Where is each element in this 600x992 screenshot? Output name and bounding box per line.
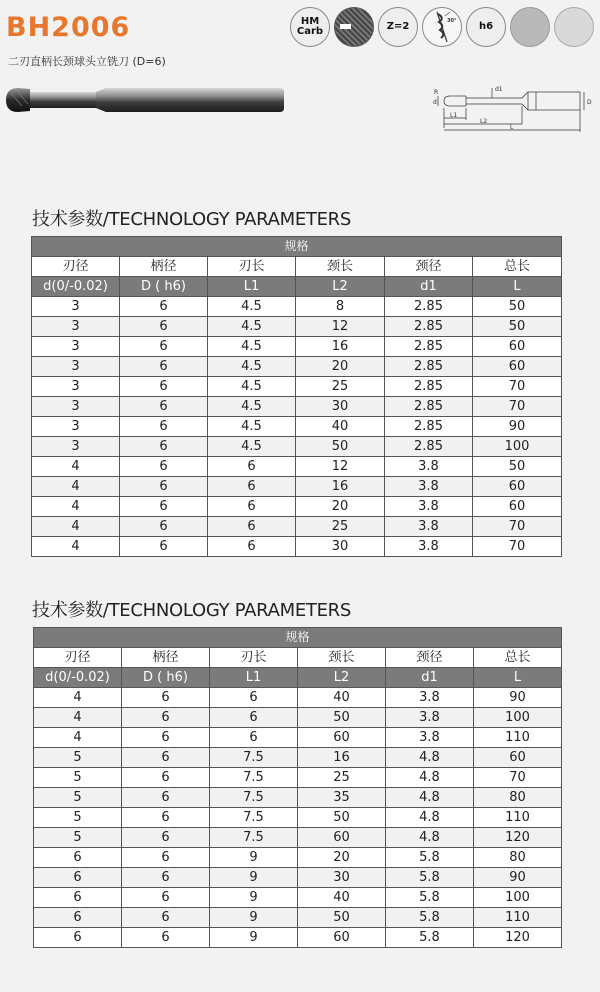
table-row: [34, 788, 562, 808]
table-cell: 4.5: [208, 317, 296, 337]
table-cell: 40: [298, 888, 386, 908]
table-cell: 3.8: [385, 497, 473, 517]
column-header: 总长: [474, 648, 562, 668]
table-cell: 5: [34, 788, 122, 808]
table-cell: 110: [474, 728, 562, 748]
table-cell: 6: [120, 317, 208, 337]
table-row: [34, 768, 562, 788]
table-cell: 110: [474, 908, 562, 928]
table-cell: 6: [120, 417, 208, 437]
table-row: [34, 848, 562, 868]
table-cell: 12: [296, 317, 385, 337]
table-cell: 4: [34, 688, 122, 708]
table-cell: 16: [298, 748, 386, 768]
table-cell: 8: [296, 297, 385, 317]
svg-text:d: d: [433, 99, 437, 106]
table-cell: 3: [32, 317, 120, 337]
column-header: 刃径: [34, 648, 122, 668]
table-cell: 7.5: [210, 808, 298, 828]
table-row: [32, 397, 562, 417]
table-cell: 5.8: [386, 848, 474, 868]
table-cell: 6: [120, 497, 208, 517]
coating-badge: [334, 7, 374, 47]
table-cell: 12: [296, 457, 385, 477]
table-cell: 6: [120, 517, 208, 537]
column-symbol: d(0/-0.02): [34, 668, 122, 688]
table-cell: 6: [120, 397, 208, 417]
tool-dimension-drawing: [432, 78, 598, 136]
table-cell: 3.8: [385, 477, 473, 497]
table-cell: 4: [34, 728, 122, 748]
table-cell: 3.8: [385, 517, 473, 537]
table-cell: 5.8: [386, 888, 474, 908]
table-cell: 5: [34, 828, 122, 848]
table-cell: 2.85: [385, 317, 473, 337]
table-row: [32, 537, 562, 557]
table-cell: 6: [120, 377, 208, 397]
table-row: [34, 688, 562, 708]
table-cell: 4: [32, 457, 120, 477]
table-cell: 3: [32, 397, 120, 417]
table-row: [34, 708, 562, 728]
column-symbol: L1: [208, 277, 296, 297]
table-row: [32, 297, 562, 317]
table-cell: 6: [120, 297, 208, 317]
table-cell: 9: [210, 888, 298, 908]
table-cell: 16: [296, 337, 385, 357]
table-cell: 3.8: [385, 457, 473, 477]
table-cell: 2.85: [385, 397, 473, 417]
table-cell: 80: [474, 788, 562, 808]
table-cell: 3: [32, 297, 120, 317]
table-cell: 4.5: [208, 397, 296, 417]
table-cell: 40: [296, 417, 385, 437]
table-row: [32, 517, 562, 537]
table-cell: 3.8: [386, 728, 474, 748]
table-cell: 120: [474, 928, 562, 948]
table-row: [32, 457, 562, 477]
table-row: [32, 317, 562, 337]
table-cell: 100: [474, 708, 562, 728]
table-cell: 5.8: [386, 868, 474, 888]
table-cell: 2.85: [385, 297, 473, 317]
table-cell: 5: [34, 808, 122, 828]
table-cell: 6: [208, 497, 296, 517]
column-header: 柄径: [120, 257, 208, 277]
table-row: [32, 337, 562, 357]
table-cell: 30: [298, 868, 386, 888]
product-subtitle: 二刃直柄长颈球头立铣刀 (D=6): [8, 55, 166, 68]
column-symbol: L2: [296, 277, 385, 297]
table-cell: 50: [473, 297, 562, 317]
table-cell: 4.8: [386, 808, 474, 828]
table-row: [32, 417, 562, 437]
feature-badges: [290, 7, 594, 47]
table-cell: 4: [32, 477, 120, 497]
table-cell: 4: [32, 517, 120, 537]
table-cell: 6: [34, 908, 122, 928]
table-row: [34, 908, 562, 928]
table-cell: 4.5: [208, 437, 296, 457]
table-cell: 35: [298, 788, 386, 808]
column-symbol: L: [474, 668, 562, 688]
column-symbol: L2: [298, 668, 386, 688]
table-row: [34, 728, 562, 748]
table-cell: 6: [34, 848, 122, 868]
table-cell: 6: [210, 688, 298, 708]
table-cell: 2.85: [385, 357, 473, 377]
column-symbol: D ( h6): [120, 277, 208, 297]
table-cell: 30: [296, 397, 385, 417]
table-cell: 50: [298, 908, 386, 928]
table-cell: 50: [298, 808, 386, 828]
table-cell: 60: [473, 497, 562, 517]
table-cell: 3: [32, 437, 120, 457]
table-cell: 16: [296, 477, 385, 497]
table-cell: 7.5: [210, 748, 298, 768]
table-cell: 120: [474, 828, 562, 848]
table-cell: 6: [122, 788, 210, 808]
column-header: 颈径: [386, 648, 474, 668]
table-cell: 70: [473, 537, 562, 557]
table-cell: 7.5: [210, 828, 298, 848]
table-cell: 6: [122, 768, 210, 788]
table-cell: 60: [473, 337, 562, 357]
table-cell: 7.5: [210, 788, 298, 808]
table-cell: 6: [122, 928, 210, 948]
table-cell: 90: [474, 868, 562, 888]
table-cell: 60: [473, 357, 562, 377]
table-cell: 70: [473, 397, 562, 417]
svg-text:d1: d1: [495, 86, 503, 93]
table-cell: 4.5: [208, 337, 296, 357]
column-symbol: d(0/-0.02): [32, 277, 120, 297]
table-cell: 2.85: [385, 417, 473, 437]
table-cell: 2.85: [385, 377, 473, 397]
section-title-2: 技术参数/TECHNOLOGY PARAMETERS: [32, 600, 352, 621]
table-cell: 6: [120, 477, 208, 497]
column-header: 颈长: [298, 648, 386, 668]
table-cell: 6: [122, 828, 210, 848]
column-header: 柄径: [122, 648, 210, 668]
table-cell: 100: [473, 437, 562, 457]
table-cell: 6: [208, 457, 296, 477]
table-cell: 50: [296, 437, 385, 457]
table-cell: 6: [120, 337, 208, 357]
tool-image: [4, 82, 286, 118]
column-symbol: D ( h6): [122, 668, 210, 688]
column-header: 刃径: [32, 257, 120, 277]
table-row: [34, 888, 562, 908]
table-cell: 9: [210, 848, 298, 868]
column-header: 总长: [473, 257, 562, 277]
column-symbol: d1: [385, 277, 473, 297]
column-header: 颈长: [296, 257, 385, 277]
table-row: [34, 808, 562, 828]
table-cell: 20: [298, 848, 386, 868]
table-cell: 100: [474, 888, 562, 908]
table-cell: 6: [122, 808, 210, 828]
table-cell: 25: [296, 377, 385, 397]
table-cell: 5: [34, 768, 122, 788]
table-cell: 25: [298, 768, 386, 788]
table-cell: 6: [208, 537, 296, 557]
table-cell: 5: [34, 748, 122, 768]
table-cell: 6: [34, 888, 122, 908]
table-cell: 4.5: [208, 377, 296, 397]
svg-text:D: D: [587, 99, 592, 106]
table-cell: 6: [210, 708, 298, 728]
table-cell: 30: [296, 537, 385, 557]
table-cell: 20: [296, 357, 385, 377]
flutes-badge: Z=2: [378, 7, 418, 47]
table-row: [32, 497, 562, 517]
column-header: 刃长: [208, 257, 296, 277]
svg-text:L: L: [510, 124, 514, 131]
column-symbol: d1: [386, 668, 474, 688]
column-header: 刃长: [210, 648, 298, 668]
table-cell: 6: [122, 728, 210, 748]
table-cell: 7.5: [210, 768, 298, 788]
light-gray-badge: [554, 7, 594, 47]
table-cell: 70: [473, 517, 562, 537]
table-cell: 6: [122, 688, 210, 708]
table-cell: 6: [208, 477, 296, 497]
table-cell: 90: [473, 417, 562, 437]
svg-text:R: R: [434, 89, 439, 96]
table-cell: 6: [34, 928, 122, 948]
parameters-table-1: [31, 236, 562, 557]
table-row: [34, 828, 562, 848]
table-row: [32, 377, 562, 397]
table-cell: 40: [298, 688, 386, 708]
table-cell: 6: [122, 888, 210, 908]
table-cell: 70: [473, 377, 562, 397]
table-cell: 60: [298, 828, 386, 848]
table-cell: 4.5: [208, 417, 296, 437]
table-cell: 4: [32, 497, 120, 517]
table-cell: 50: [473, 317, 562, 337]
table-cell: 60: [298, 928, 386, 948]
table-cell: 3: [32, 357, 120, 377]
table-row: [34, 928, 562, 948]
section-title-1: 技术参数/TECHNOLOGY PARAMETERS: [32, 209, 352, 230]
helix-angle-badge: [422, 7, 462, 47]
table-cell: 70: [474, 768, 562, 788]
carbide-badge: HM Carb: [290, 7, 330, 47]
table-cell: 6: [122, 848, 210, 868]
table-caption: 规格: [32, 237, 562, 257]
parameters-table-2: [33, 627, 562, 948]
table-cell: 9: [210, 868, 298, 888]
table-row: [32, 477, 562, 497]
tolerance-badge: h6: [466, 7, 506, 47]
table-cell: 60: [473, 477, 562, 497]
table-cell: 80: [474, 848, 562, 868]
table-cell: 6: [120, 437, 208, 457]
column-header: 颈径: [385, 257, 473, 277]
svg-text:L2: L2: [480, 118, 488, 125]
table-cell: 3.8: [385, 537, 473, 557]
gray-badge: [510, 7, 550, 47]
table-cell: 4: [32, 537, 120, 557]
table-cell: 90: [474, 688, 562, 708]
column-symbol: L1: [210, 668, 298, 688]
table-cell: 6: [120, 357, 208, 377]
column-symbol: L: [473, 277, 562, 297]
helix-icon: [423, 8, 461, 46]
table-cell: 60: [298, 728, 386, 748]
table-cell: 25: [296, 517, 385, 537]
table-cell: 50: [473, 457, 562, 477]
table-cell: 6: [120, 537, 208, 557]
table-cell: 3.8: [386, 708, 474, 728]
table-cell: 4.8: [386, 828, 474, 848]
table-cell: 2.85: [385, 437, 473, 457]
table-row: [32, 357, 562, 377]
table-cell: 3.8: [386, 688, 474, 708]
table-cell: 4.5: [208, 297, 296, 317]
table-cell: 4: [34, 708, 122, 728]
table-row: [32, 437, 562, 457]
table-cell: 2.85: [385, 337, 473, 357]
table-cell: 50: [298, 708, 386, 728]
product-model: BH2006: [6, 12, 131, 43]
table-caption: 规格: [34, 628, 562, 648]
table-cell: 5.8: [386, 908, 474, 928]
table-cell: 6: [122, 748, 210, 768]
table-cell: 9: [210, 928, 298, 948]
table-cell: 6: [210, 728, 298, 748]
table-cell: 3: [32, 337, 120, 357]
table-cell: 5.8: [386, 928, 474, 948]
table-cell: 3: [32, 417, 120, 437]
table-cell: 9: [210, 908, 298, 928]
table-row: [34, 868, 562, 888]
table-cell: 4.8: [386, 768, 474, 788]
table-cell: 110: [474, 808, 562, 828]
table-cell: 20: [296, 497, 385, 517]
table-cell: 4.8: [386, 748, 474, 768]
table-cell: 6: [208, 517, 296, 537]
table-cell: 6: [122, 908, 210, 928]
table-row: [34, 748, 562, 768]
svg-text:30°: 30°: [447, 18, 457, 24]
table-cell: 6: [120, 457, 208, 477]
table-cell: 4.8: [386, 788, 474, 808]
svg-text:L1: L1: [450, 112, 458, 119]
table-cell: 3: [32, 377, 120, 397]
table-cell: 6: [122, 868, 210, 888]
table-cell: 4.5: [208, 357, 296, 377]
table-cell: 60: [474, 748, 562, 768]
table-cell: 6: [34, 868, 122, 888]
table-cell: 6: [122, 708, 210, 728]
